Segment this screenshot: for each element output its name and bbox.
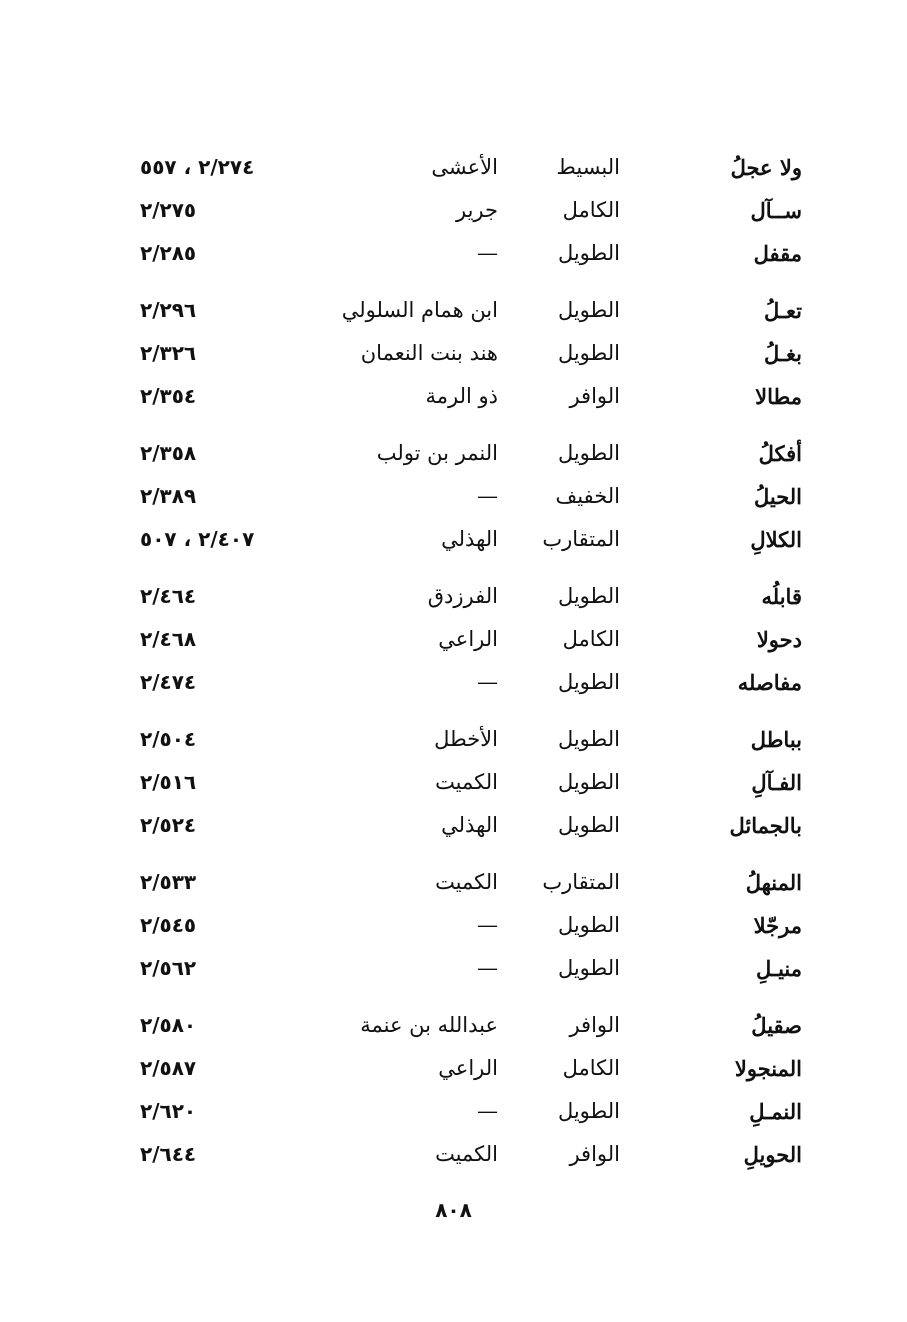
table-row xyxy=(130,146,820,189)
page-reference: ٢/٤٠٧ ، ٥٠٧ xyxy=(140,527,255,551)
entry-group xyxy=(130,861,820,990)
poet-name: الراعي xyxy=(438,1056,498,1080)
table-row xyxy=(130,289,820,332)
poet-name: الكميت xyxy=(435,1142,498,1166)
page-reference: ٢/٤٦٤ xyxy=(140,584,197,608)
rhyme-word: ولا عجلُ xyxy=(730,155,802,180)
poet-name: — xyxy=(477,484,498,508)
table-row xyxy=(130,232,820,275)
table-row xyxy=(130,189,820,232)
poet-name: — xyxy=(477,1099,498,1123)
table-row xyxy=(130,1133,820,1176)
entry-group xyxy=(130,575,820,704)
page-reference: ٢/٥٤٥ xyxy=(140,913,197,937)
poet-name: جرير xyxy=(456,198,498,222)
poetic-meter: الطويل xyxy=(557,956,620,980)
page-reference: ٢/٤٦٨ xyxy=(140,627,197,651)
poetic-meter: الوافر xyxy=(569,1013,620,1037)
poet-name: هند بنت النعمان xyxy=(360,341,498,365)
rhyme-word: الحويلِ xyxy=(743,1142,802,1167)
poetic-meter: الكامل xyxy=(562,1056,620,1080)
page-reference: ٢/٣٥٤ xyxy=(140,384,197,408)
page-reference: ٢/٥٨٠ xyxy=(140,1013,197,1037)
poet-name: — xyxy=(477,913,498,937)
poetic-meter: الطويل xyxy=(557,241,620,265)
poet-name: — xyxy=(477,670,498,694)
poet-name: عبدالله بن عنمة xyxy=(360,1013,498,1037)
rhyme-word: الكلالِ xyxy=(750,527,802,552)
poetic-meter: الطويل xyxy=(557,441,620,465)
poetic-meter: الخفيف xyxy=(555,484,620,508)
page-reference: ٢/٢٧٥ xyxy=(140,198,197,222)
page-reference: ٢/٥٢٤ xyxy=(140,813,197,837)
poet-name: — xyxy=(477,956,498,980)
entry-group xyxy=(130,1004,820,1176)
poet-name: الهذلي xyxy=(441,813,498,837)
rhyme-word: دحولا xyxy=(756,627,802,652)
page-number: ٨٠٨ xyxy=(435,1198,472,1222)
table-row xyxy=(130,861,820,904)
poetic-meter: الكامل xyxy=(562,627,620,651)
poet-name: ابن همام السلولي xyxy=(341,298,498,322)
page-reference: ٢/٥٦٢ xyxy=(140,956,197,980)
table-row xyxy=(130,661,820,704)
entry-group xyxy=(130,146,820,275)
rhyme-word: مفاصله xyxy=(737,670,802,695)
rhyme-word: المنجولا xyxy=(734,1056,802,1081)
poetic-meter: الطويل xyxy=(557,913,620,937)
page-reference: ٢/٥٨٧ xyxy=(140,1056,197,1080)
rhyme-word: مطالا xyxy=(755,384,802,409)
table-row xyxy=(130,761,820,804)
poet-name: الأعشى xyxy=(431,155,498,179)
poetic-meter: الكامل xyxy=(562,198,620,222)
poetic-meter: البسيط xyxy=(556,155,620,179)
table-row xyxy=(130,518,820,561)
table-row xyxy=(130,1090,820,1133)
table-row xyxy=(130,618,820,661)
poetic-meter: الطويل xyxy=(557,813,620,837)
table-row xyxy=(130,1047,820,1090)
rhyme-word: النمـلِ xyxy=(749,1099,802,1124)
poetic-meter: المتقارب xyxy=(542,870,620,894)
rhyme-word: مقفل xyxy=(753,241,802,266)
rhyme-word: الحيلُ xyxy=(753,484,802,509)
poet-name: النمر بن تولب xyxy=(376,441,498,465)
rhyme-index-table xyxy=(130,146,820,1190)
poetic-meter: المتقارب xyxy=(542,527,620,551)
page-reference: ٢/٦٤٤ xyxy=(140,1142,197,1166)
poet-name: الكميت xyxy=(435,870,498,894)
poet-name: الأخطل xyxy=(434,727,498,751)
table-row xyxy=(130,432,820,475)
poet-name: الهذلي xyxy=(441,527,498,551)
rhyme-word: قابلُه xyxy=(761,584,802,609)
poetic-meter: الطويل xyxy=(557,341,620,365)
entry-group xyxy=(130,718,820,847)
table-row xyxy=(130,475,820,518)
rhyme-word: بباطل xyxy=(750,727,802,752)
poetic-meter: الطويل xyxy=(557,1099,620,1123)
table-row xyxy=(130,804,820,847)
table-row xyxy=(130,947,820,990)
page-reference: ٢/٢٨٥ xyxy=(140,241,197,265)
poetic-meter: الوافر xyxy=(569,1142,620,1166)
rhyme-word: منيـلِ xyxy=(756,956,802,981)
table-row xyxy=(130,1004,820,1047)
page-reference: ٢/٥٠٤ xyxy=(140,727,197,751)
table-row xyxy=(130,718,820,761)
page-reference: ٢/٣٥٨ xyxy=(140,441,197,465)
entry-group xyxy=(130,432,820,561)
page-reference: ٢/٢٧٤ ، ٥٥٧ xyxy=(140,155,255,179)
page-reference: ٢/٥٣٣ xyxy=(140,870,197,894)
page-reference: ٢/٤٧٤ xyxy=(140,670,197,694)
rhyme-word: بغـلُ xyxy=(763,341,802,366)
rhyme-word: مرجّلا xyxy=(753,913,802,938)
poetic-meter: الطويل xyxy=(557,770,620,794)
page-reference: ٢/٦٢٠ xyxy=(140,1099,197,1123)
poet-name: الفرزدق xyxy=(427,584,498,608)
rhyme-word: تعـلُ xyxy=(763,298,802,323)
page-reference: ٢/٣٨٩ xyxy=(140,484,197,508)
rhyme-word: صقيلُ xyxy=(751,1013,802,1038)
poet-name: ذو الرمة xyxy=(425,384,498,408)
poetic-meter: الطويل xyxy=(557,584,620,608)
poetic-meter: الوافر xyxy=(569,384,620,408)
rhyme-word: أفكلُ xyxy=(758,441,802,466)
poetic-meter: الطويل xyxy=(557,670,620,694)
table-row xyxy=(130,904,820,947)
page-reference: ٢/٥١٦ xyxy=(140,770,197,794)
rhyme-word: بالجمائل xyxy=(729,813,802,838)
page-reference: ٢/٢٩٦ xyxy=(140,298,197,322)
table-row xyxy=(130,375,820,418)
poet-name: الراعي xyxy=(438,627,498,651)
entry-group xyxy=(130,289,820,418)
rhyme-word: المنهلُ xyxy=(745,870,802,895)
rhyme-word: الفـآلِ xyxy=(751,770,802,795)
page-reference: ٢/٣٢٦ xyxy=(140,341,197,365)
poet-name: الكميت xyxy=(435,770,498,794)
poetic-meter: الطويل xyxy=(557,727,620,751)
table-row xyxy=(130,575,820,618)
poetic-meter: الطويل xyxy=(557,298,620,322)
rhyme-word: ســآل xyxy=(750,198,802,223)
table-row xyxy=(130,332,820,375)
poet-name: — xyxy=(477,241,498,265)
